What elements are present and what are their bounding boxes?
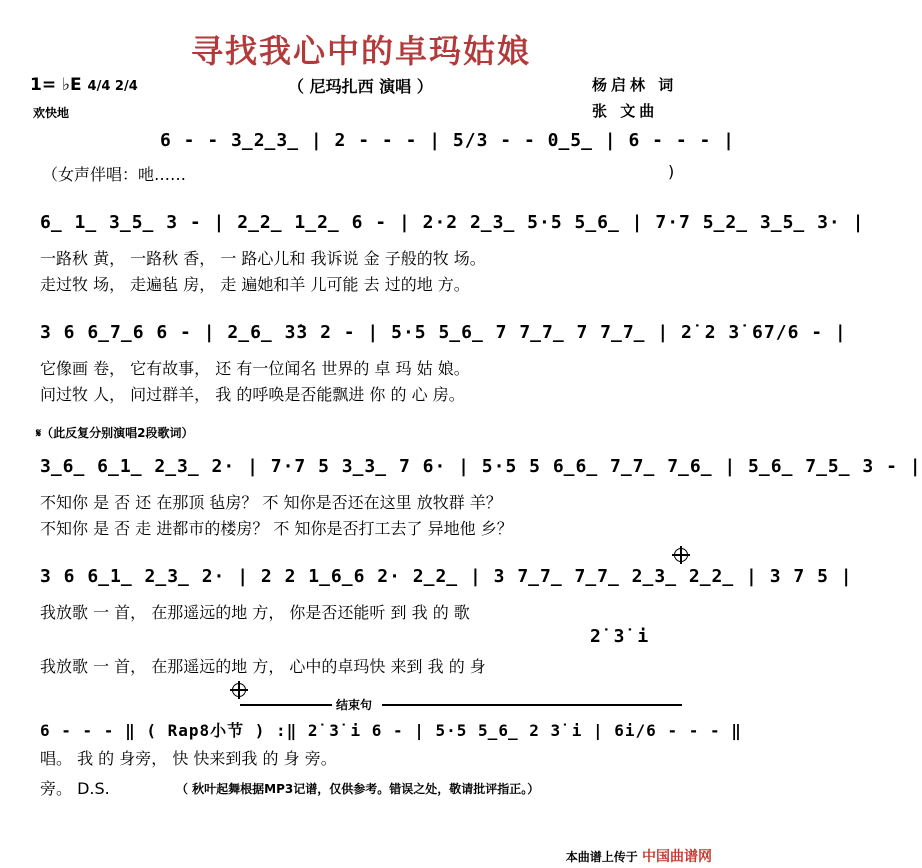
- row-5-alt-notes: 2̇ 3̇ i: [590, 626, 650, 647]
- site-logo[interactable]: 中国曲谱网: [642, 849, 712, 865]
- row-1-lyric-1: （女声伴唱：吔……: [42, 165, 187, 184]
- row-3-lyric-2: 问过牧 人， 问过群羊， 我 的呼唤是否能飘进 你 的 心 房。: [40, 385, 465, 404]
- row-2-lyric-1: 一路秋 黄， 一路秋 香， 一 路心儿和 我诉说 金 子般的牧 场。: [40, 249, 486, 268]
- upload-label: 本曲谱上传于: [565, 850, 638, 864]
- performer: （ 尼玛扎西 演唱 ）: [288, 77, 433, 96]
- coda-label: 结束句: [336, 698, 373, 712]
- row-4-lyric-1: 不知你 是 否 还 在那顶 毡房？ 不 知你是否还在这里 放牧群 羊？: [40, 493, 502, 512]
- time-signature: 4/4 2/4: [87, 79, 138, 94]
- transcriber-note: （ 秋叶起舞根据MP3记谱，仅供参考。错误之处，敬请批评指正。）: [176, 782, 540, 796]
- row-1-lyric-close: ): [668, 162, 675, 181]
- row-5-notes: 3 6 6̲1̲ 2̲3̲ 2· | 2 2 1̲6̲6 2· 2̲2̲ | 3 7̲7̲ 7̲7̲ 2̲3̲ 2̲2̲ | 3 7 5 |: [40, 566, 853, 587]
- repeat-label: 𝄋（此反复分别演唱2段歌词）: [36, 426, 194, 440]
- row-1-notes: 6 - - 3̲2̲3̲ | 2 - - - | 5/3 - - 0̲5̲ | 6 - - - |: [160, 130, 736, 151]
- tempo-marking: 欢快地: [33, 106, 70, 120]
- song-title: 寻找我心中的卓玛姑娘: [190, 32, 531, 70]
- coda-line-right: [382, 704, 682, 706]
- composer: 张 文曲: [592, 102, 659, 120]
- coda-sign-icon: [232, 683, 246, 697]
- row-6-notes: 6 - - - ‖ ( Rap8小节 ) :‖ 2̇ 3̇ i 6 - | 5·5 5̲6̲ 2 3̇ i | 6i/6 - - - ‖: [40, 721, 742, 740]
- coda-line-left: [240, 704, 332, 706]
- row-6-lyric-1: 唱。 我 的 身旁， 快 快来到我 的 身 旁。: [40, 749, 337, 768]
- row-3-lyric-1: 它像画 卷， 它有故事， 还 有一位闻名 世界的 卓 玛 姑 娘。: [40, 359, 470, 378]
- row-4-lyric-2: 不知你 是 否 走 进都市的楼房？ 不 知你是否打工去了 异地他 乡？: [40, 519, 513, 538]
- row-2-lyric-2: 走过牧 场， 走遍毡 房， 走 遍她和羊 儿可能 去 过的地 方。: [40, 275, 470, 294]
- key-signature: 1= ♭E 4/4 2/4: [30, 75, 138, 95]
- row-4-notes: 3̲6̲ 6̲1̲ 2̲3̲ 2· | 7·7 5 3̲3̲ 7 6· | 5·5 5 6̲6̲ 7̲7̲ 7̲6̲ | 5̲6̲ 7̲5̲ 3 - |: [40, 456, 922, 477]
- row-5-lyric-2: 我放歌 一 首， 在那遥远的地 方， 心中的卓玛快 来到 我 的 身: [40, 657, 486, 676]
- row-2-notes: 6̲ 1̲ 3̲5̲ 3 - | 2̲2̲ 1̲2̲ 6 - | 2·2 2̲3̲ 5·5 5̲6̲ | 7·7 5̲2̲ 3̲5̲ 3· |: [40, 212, 865, 233]
- lyricist: 杨启林 词: [592, 76, 678, 94]
- row-5-lyric-1: 我放歌 一 首， 在那遥远的地 方， 你是否还能听 到 我 的 歌: [40, 603, 470, 622]
- coda-sign-icon: [674, 548, 688, 562]
- row-6-lyric-2: 旁。 D.S.: [40, 779, 110, 798]
- footer: [566, 846, 712, 866]
- row-3-notes: 3 6 6̲7̲6 6 - | 2̲6̲ 3̇3 2 - | 5·5 5̲6̲ 7 7̲7̲ 7 7̲7̲ | 2̇ 2 3̇ 67/6 - |: [40, 322, 847, 343]
